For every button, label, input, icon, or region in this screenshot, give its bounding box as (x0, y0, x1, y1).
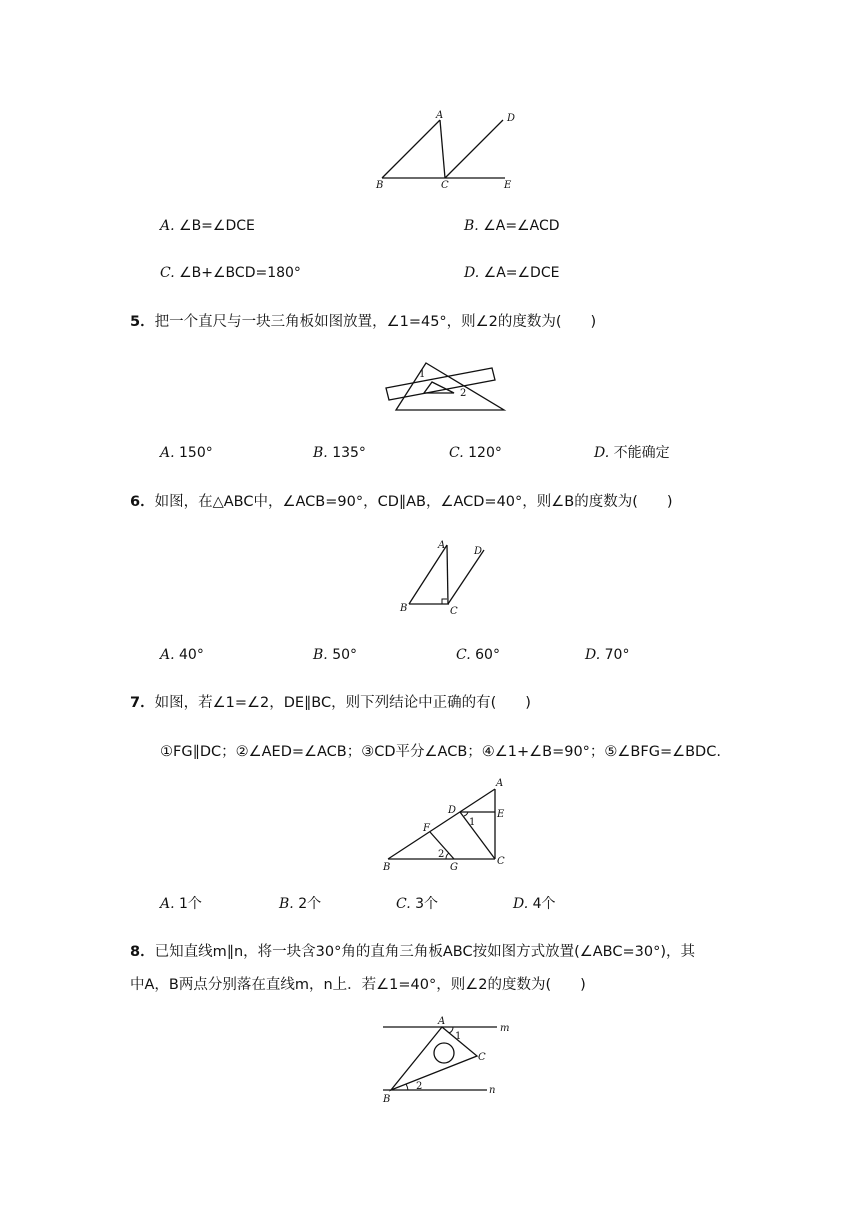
q7-figure (378, 778, 518, 878)
q4-label-e: E (504, 180, 512, 191)
q8-label-2: 2 (416, 1081, 423, 1092)
q7-question: 7．如图，若∠1=∠2，DE∥BC，则下列结论中正确的有( ) (130, 695, 531, 711)
q8-label-a: A (438, 1016, 446, 1027)
q6-figure (396, 538, 496, 618)
q4-label-b: B (376, 180, 384, 191)
q8-label-m: m (500, 1023, 510, 1034)
q7-option-a[interactable]: A. 1个 (160, 896, 202, 912)
q4-option-c[interactable]: C. ∠B+∠BCD=180° (160, 265, 301, 281)
q4-option-a[interactable]: A. ∠B=∠DCE (160, 218, 255, 234)
q4-label-c: C (441, 180, 449, 191)
q5-option-b[interactable]: B. 135° (313, 445, 366, 461)
q6-option-d[interactable]: D. 70° (585, 647, 630, 663)
q7-option-c[interactable]: C. 3个 (396, 896, 439, 912)
q4-option-b[interactable]: B. ∠A=∠ACD (464, 218, 560, 234)
q8-figure (375, 1014, 515, 1106)
q4-figure (370, 108, 530, 192)
q6-option-b[interactable]: B. 50° (313, 647, 358, 663)
q4-label-d: D (507, 113, 516, 124)
q6-label-c: C (450, 606, 458, 617)
q8-question-line2: 中A，B两点分别落在直线m，n上．若∠1=40°，则∠2的度数为( ) (130, 977, 586, 993)
q7-label-f: F (423, 823, 430, 834)
q7-option-b[interactable]: B. 2个 (279, 896, 322, 912)
q7-label-e: E (497, 809, 505, 820)
q6-option-c[interactable]: C. 60° (456, 647, 500, 663)
q7-label-c: C (497, 856, 505, 867)
q7-label-d: D (448, 805, 457, 816)
q5-option-d[interactable]: D. 不能确定 (594, 445, 670, 461)
q8-label-n: n (489, 1085, 496, 1096)
q6-label-b: B (400, 603, 408, 614)
q7-label-b: B (383, 862, 391, 873)
q7-label-1: 1 (469, 817, 476, 828)
q6-label-d: D (474, 546, 483, 557)
q6-question: 6．如图，在△ABC中，∠ACB=90°，CD∥AB，∠ACD=40°，则∠B的度数为( ) (130, 494, 673, 510)
q8-label-b: B (383, 1094, 391, 1105)
q8-label-1: 1 (455, 1031, 462, 1042)
q5-label-2: 2 (460, 388, 467, 399)
q7-statements: ①FG∥DC；②∠AED=∠ACB；③CD平分∠ACB；④∠1+∠B=90°；⑤∠BFG=∠BDC. (160, 744, 721, 760)
q5-option-a[interactable]: A. 150° (160, 445, 213, 461)
q4-option-d[interactable]: D. ∠A=∠DCE (464, 265, 560, 281)
q4-label-a: A (436, 110, 444, 121)
q6-option-a[interactable]: A. 40° (160, 647, 204, 663)
q5-figure (382, 360, 507, 416)
q5-option-c[interactable]: C. 120° (449, 445, 502, 461)
q7-label-g: G (450, 862, 458, 873)
q5-question: 5．把一个直尺与一块三角板如图放置，∠1=45°，则∠2的度数为( ) (130, 314, 597, 330)
q5-label-1: 1 (419, 369, 426, 380)
q7-label-2: 2 (438, 849, 445, 860)
q6-label-a: A (438, 540, 446, 551)
q8-question-line1: 8．已知直线m∥n，将一块含30°角的直角三角板ABC按如图方式放置(∠ABC=30°)，其 (130, 944, 695, 960)
q7-label-a: A (496, 778, 504, 789)
q8-label-c: C (478, 1052, 486, 1063)
q7-option-d[interactable]: D. 4个 (513, 896, 556, 912)
